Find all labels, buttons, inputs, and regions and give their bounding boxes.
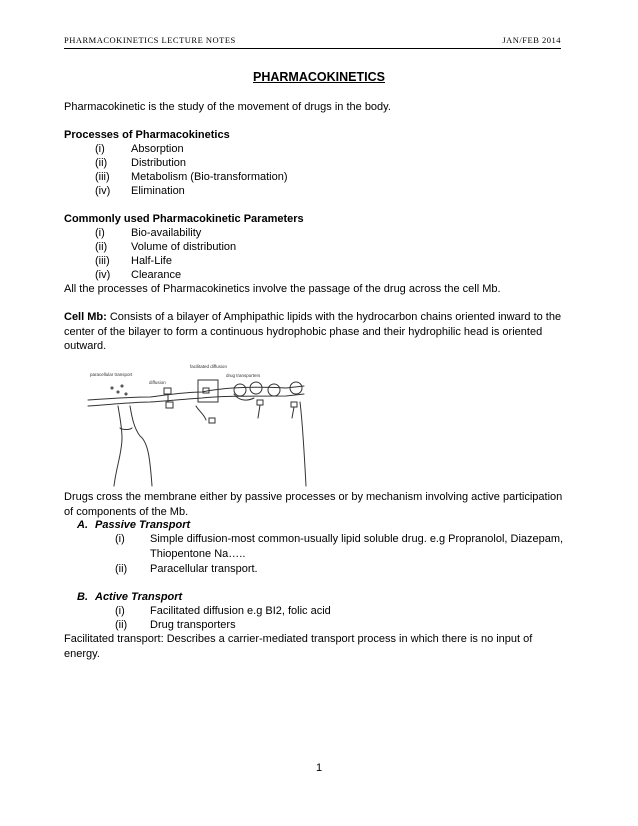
figure-label-facilitated: facilitated diffusion	[190, 364, 227, 369]
cell-mb-text: Consists of a bilayer of Amphipathic lipids with the hydrocarbon chains oriented inward to the center of the bilayer to form a continuous hydrophobic phase and their hydrophilic head is oriented outward.	[64, 311, 562, 352]
active-transport-heading: Active Transport	[95, 591, 183, 603]
list-number: (ii)	[95, 157, 108, 169]
list-item: Absorption	[131, 143, 184, 155]
list-item: Facilitated diffusion e.g BI2, folic acid	[150, 605, 331, 617]
page-header	[64, 34, 561, 49]
section-letter: B.	[77, 591, 88, 603]
section-letter: A.	[77, 519, 88, 531]
list-number: (ii)	[95, 241, 108, 253]
list-item: Bio-availability	[131, 227, 202, 239]
figure-label-diffusion: diffusion	[149, 380, 166, 385]
list-number: (iv)	[95, 185, 111, 197]
list-number: (iii)	[95, 171, 110, 183]
list-number: (i)	[95, 143, 105, 155]
list-item: Half-Life	[131, 255, 172, 267]
processes-heading: Processes of Pharmacokinetics	[64, 129, 230, 141]
list-item: Volume of distribution	[131, 241, 237, 253]
figure-label-paracellular: paracellular transport	[90, 372, 133, 377]
list-number: (i)	[115, 605, 125, 617]
list-item: Simple diffusion-most common-usually lipid soluble drug. e.g Propranolol, Diazepam,	[150, 533, 564, 545]
list-item: Metabolism (Bio-transformation)	[131, 171, 288, 183]
page-number: 1	[315, 762, 323, 774]
list-number: (iii)	[95, 255, 110, 267]
list-item: Drug transporters	[150, 619, 236, 631]
list-number: (i)	[95, 227, 105, 239]
header-date: JAN/FEB 2014	[502, 35, 561, 45]
cell-mb-label: Cell Mb:	[64, 311, 107, 323]
figure-label-transporters: drug transporters	[226, 373, 261, 378]
document-title: PHARMACOKINETICS	[253, 70, 385, 84]
header-title: PHARMACOKINETICS LECTURE NOTES	[64, 35, 236, 45]
list-item-continuation: Thiopentone Na…..	[150, 548, 246, 560]
cell-mb-paragraph	[64, 310, 564, 354]
list-number: (i)	[115, 533, 125, 545]
list-number: (iv)	[95, 269, 111, 281]
passive-transport-heading: Passive Transport	[95, 519, 191, 531]
list-item: Paracellular transport.	[150, 563, 258, 575]
facilitated-note: Facilitated transport: Describes a carrier-mediated transport process in which there is no input of energy.	[64, 633, 533, 660]
parameters-note: All the processes of Pharmacokinetics involve the passage of the drug across the cell Mb.	[64, 283, 501, 295]
intro-text: Pharmacokinetic is the study of the movement of drugs in the body.	[64, 101, 391, 113]
drugs-cross-paragraph: Drugs cross the membrane either by passive processes or by mechanism involving active participation of components of the Mb.	[64, 491, 563, 518]
list-item: Clearance	[131, 269, 182, 281]
list-number: (ii)	[115, 563, 128, 575]
list-item: Elimination	[131, 185, 185, 197]
list-number: (ii)	[115, 619, 128, 631]
list-item: Distribution	[131, 157, 187, 169]
membrane-transport-sketch	[86, 358, 316, 488]
parameters-heading: Commonly used Pharmacokinetic Parameters	[64, 213, 304, 225]
